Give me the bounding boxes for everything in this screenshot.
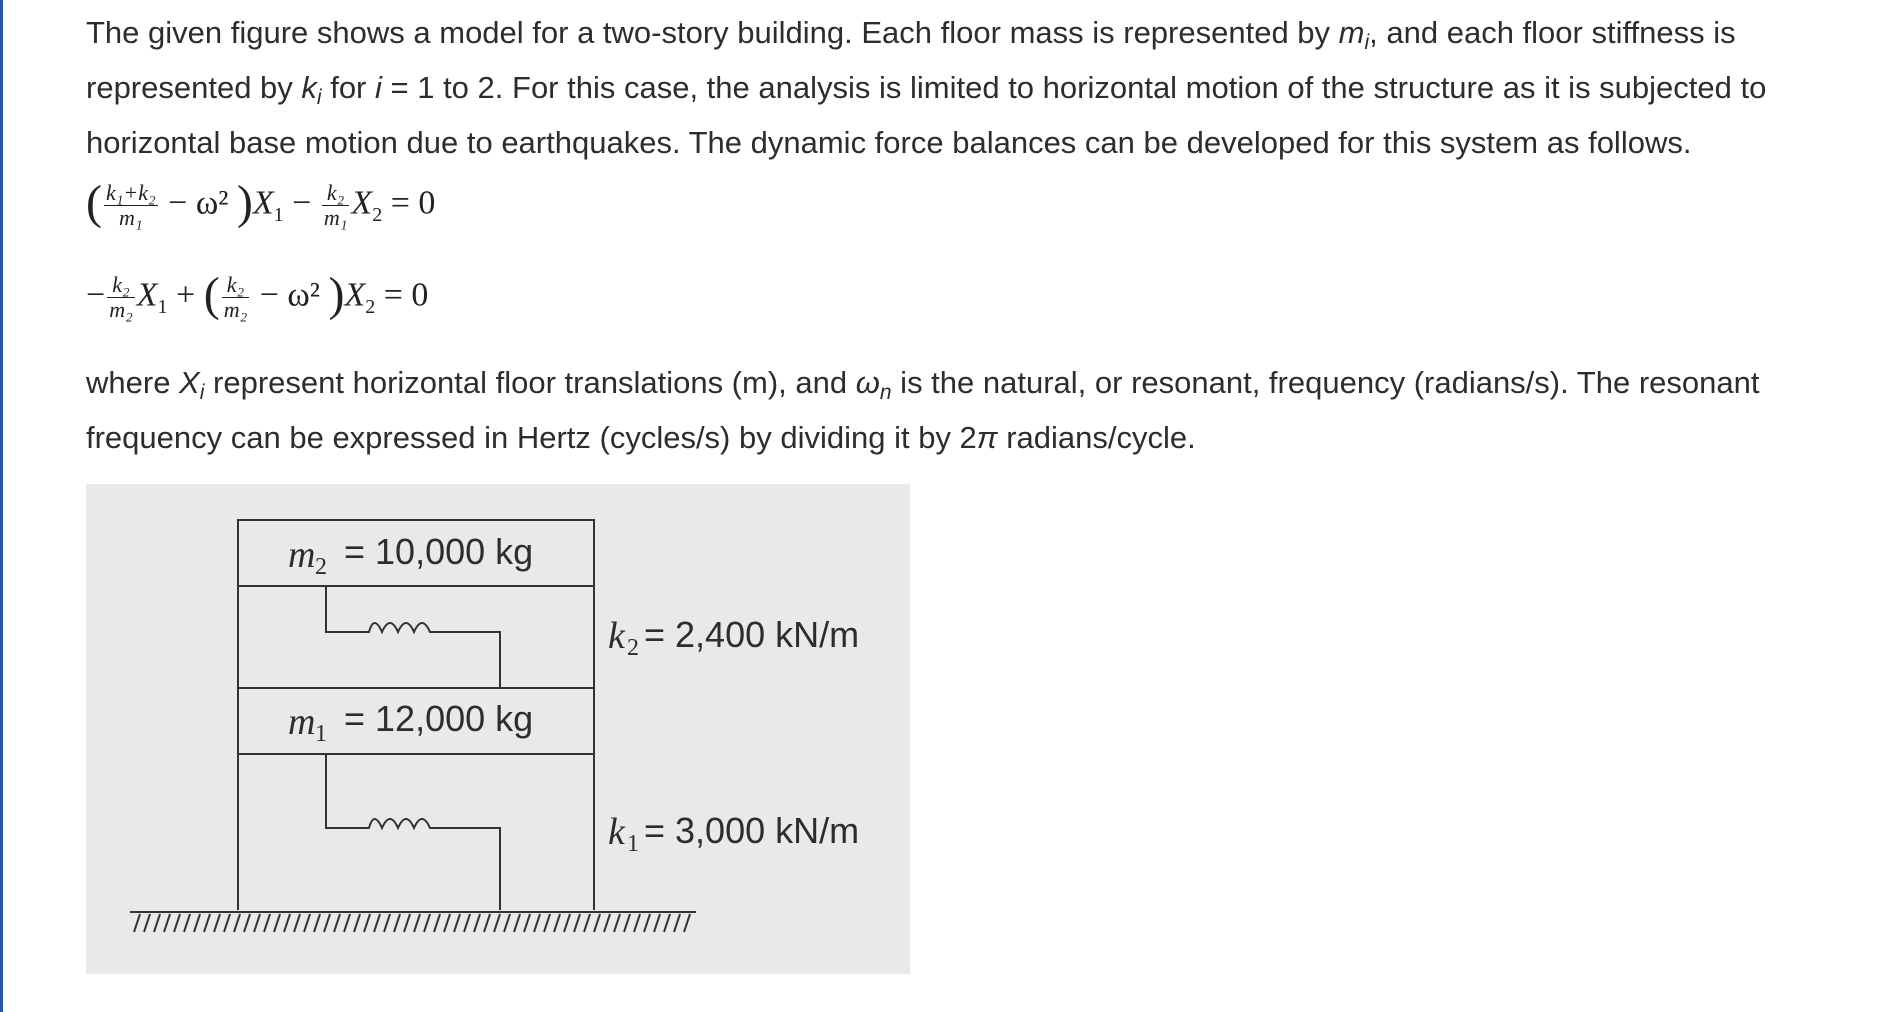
explanation-block xyxy=(86,360,1856,460)
equation-2 xyxy=(86,270,428,325)
building-figure xyxy=(86,484,910,974)
intro-text-d: = 1 to 2. For this case, the analysis is limited to horizontal motion of the structure as it is subjected to horizontal base motion due to earthquakes. The dynamic force balances can be developed for this system as follows. xyxy=(86,70,1767,160)
hatch-stroke xyxy=(184,914,190,932)
eq1-x1-subscript: 1 xyxy=(273,204,284,227)
hatch-stroke xyxy=(234,914,240,932)
eq1-frac2-numerator: k₂ xyxy=(322,181,350,206)
hatch-stroke xyxy=(614,914,620,932)
intro-text-c: for xyxy=(321,70,375,105)
explanation-paragraph xyxy=(86,360,1856,460)
eq2-rhs: = 0 xyxy=(375,276,429,314)
hatch-stroke xyxy=(384,914,390,932)
hatch-stroke xyxy=(514,914,520,932)
explain-text-a: where xyxy=(86,365,180,400)
hatch-stroke xyxy=(424,914,430,932)
eq2-x1: X xyxy=(136,276,158,314)
intro-paragraph xyxy=(86,10,1856,165)
hatch-stroke xyxy=(214,914,220,932)
eq1-rhs: = 0 xyxy=(382,184,436,222)
eq1-minus: − xyxy=(283,184,320,222)
m1-value: = 12,000 kg xyxy=(344,698,534,739)
eq2-fraction-2 xyxy=(222,273,250,322)
eq1-x2-subscript: 2 xyxy=(372,204,383,227)
hatch-stroke xyxy=(454,914,460,932)
symbol-k: k xyxy=(301,70,317,105)
hatch-stroke xyxy=(554,914,560,932)
hatch-stroke xyxy=(224,914,230,932)
hatch-stroke xyxy=(604,914,610,932)
hatch-stroke xyxy=(414,914,420,932)
hatch-stroke xyxy=(644,914,650,932)
hatch-stroke xyxy=(354,914,360,932)
hatch-stroke xyxy=(194,914,200,932)
hatch-stroke xyxy=(664,914,670,932)
m2-subscript: 2 xyxy=(315,554,327,580)
hatch-stroke xyxy=(544,914,550,932)
hatch-stroke xyxy=(274,914,280,932)
k1-subscript: 1 xyxy=(627,831,639,857)
hatch-stroke xyxy=(344,914,350,932)
hatch-stroke xyxy=(504,914,510,932)
eq1-frac1-numerator: k₁+k₂ xyxy=(105,180,156,205)
eq1-frac1-denominator: m₁ xyxy=(119,205,143,230)
symbol-x: X xyxy=(179,365,200,400)
m2-symbol: m xyxy=(288,534,316,576)
hatch-stroke xyxy=(564,914,570,932)
m1-subscript: 1 xyxy=(315,721,327,747)
hatch-stroke xyxy=(164,914,170,932)
hatch-stroke xyxy=(444,914,450,932)
hatch-stroke xyxy=(314,914,320,932)
problem-statement xyxy=(86,10,1856,165)
building-diagram xyxy=(86,484,910,974)
eq2-close-paren: ) xyxy=(328,268,345,321)
eq1-frac2-denominator: m₁ xyxy=(323,205,348,230)
hatch-stroke xyxy=(334,914,340,932)
eq1-fraction-1 xyxy=(104,181,158,230)
hatch-stroke xyxy=(524,914,530,932)
symbol-m: m xyxy=(1338,15,1365,50)
k2-subscript: 2 xyxy=(627,635,639,661)
eq1-fraction-2 xyxy=(322,181,350,230)
spring-2-icon xyxy=(326,586,500,688)
hatch-stroke xyxy=(484,914,490,932)
hatch-stroke xyxy=(204,914,210,932)
hatch-stroke xyxy=(394,914,400,932)
equation-1 xyxy=(86,178,435,233)
hatch-stroke xyxy=(494,914,500,932)
eq2-frac2-numerator: k₂ xyxy=(222,273,250,298)
k1-value: = 3,000 kN/m xyxy=(644,810,860,851)
hatch-stroke xyxy=(174,914,180,932)
hatch-stroke xyxy=(244,914,250,932)
intro-text-a: The given figure shows a model for a two-story building. Each floor mass is represented by xyxy=(86,15,1339,50)
symbol-k-subscript: i xyxy=(316,86,322,109)
symbol-m-subscript: i xyxy=(1364,31,1370,54)
hatch-stroke xyxy=(324,914,330,932)
explain-text-c: is the natural, or resonant, frequency (radians/s). The resonant frequency can be expressed in Hertz (cycles/s) by dividing it by 2 xyxy=(86,365,1760,455)
hatch-stroke xyxy=(534,914,540,932)
explain-text-d: radians/cycle. xyxy=(997,420,1196,455)
k2-value: = 2,400 kN/m xyxy=(644,614,860,655)
hatch-stroke xyxy=(594,914,600,932)
eq2-frac1-numerator: k₂ xyxy=(107,273,135,298)
eq1-omega-term: − ω² xyxy=(159,184,237,222)
intro-text-b: , and each floor stiffness is represented by xyxy=(86,15,1736,105)
hatch-stroke xyxy=(634,914,640,932)
hatch-stroke xyxy=(374,914,380,932)
m2-value: = 10,000 kg xyxy=(344,531,534,572)
hatch-stroke xyxy=(304,914,310,932)
eq1-close-paren: ) xyxy=(236,176,253,229)
hatch-stroke xyxy=(574,914,580,932)
hatch-stroke xyxy=(284,914,290,932)
eq2-omega-term: − ω² xyxy=(251,276,329,314)
hatch-stroke xyxy=(654,914,660,932)
symbol-x-subscript: i xyxy=(199,381,205,404)
eq1-open-paren: ( xyxy=(86,176,102,229)
hatch-stroke xyxy=(264,914,270,932)
ground-hatching-icon xyxy=(134,914,690,932)
hatch-stroke xyxy=(464,914,470,932)
eq2-lead-minus: − xyxy=(86,276,106,314)
hatch-stroke xyxy=(584,914,590,932)
symbol-omega: ω xyxy=(855,365,880,400)
hatch-stroke xyxy=(404,914,410,932)
eq2-open-paren: ( xyxy=(203,268,220,321)
story-1-frame xyxy=(238,754,594,910)
hatch-stroke xyxy=(294,914,300,932)
hatch-stroke xyxy=(434,914,440,932)
eq2-fraction-1 xyxy=(107,273,135,322)
symbol-i: i xyxy=(375,70,382,105)
hatch-stroke xyxy=(624,914,630,932)
eq2-plus: + xyxy=(167,276,204,314)
symbol-pi: π xyxy=(976,420,998,455)
hatch-stroke xyxy=(674,914,680,932)
eq2-x2: X xyxy=(344,276,366,314)
symbol-omega-subscript: n xyxy=(879,381,892,404)
k2-symbol: k xyxy=(608,615,625,657)
eq2-x2-subscript: 2 xyxy=(365,296,376,319)
left-border-rule xyxy=(0,0,3,1012)
hatch-stroke xyxy=(144,914,150,932)
eq2-frac2-denominator: m₂ xyxy=(223,297,248,322)
m1-symbol: m xyxy=(288,701,316,743)
hatch-stroke xyxy=(474,914,480,932)
eq2-frac1-denominator: m₂ xyxy=(109,297,133,322)
hatch-stroke xyxy=(254,914,260,932)
eq1-x1: X xyxy=(252,184,274,222)
explain-text-b: represent horizontal floor translations (m), and xyxy=(204,365,856,400)
hatch-stroke xyxy=(364,914,370,932)
story-2-frame xyxy=(238,586,594,688)
spring-1-icon xyxy=(326,754,500,910)
eq1-x2: X xyxy=(351,184,373,222)
k1-symbol: k xyxy=(608,811,625,853)
hatch-stroke xyxy=(134,914,140,932)
hatch-stroke xyxy=(154,914,160,932)
eq2-x1-subscript: 1 xyxy=(157,296,168,319)
hatch-stroke xyxy=(684,914,690,932)
